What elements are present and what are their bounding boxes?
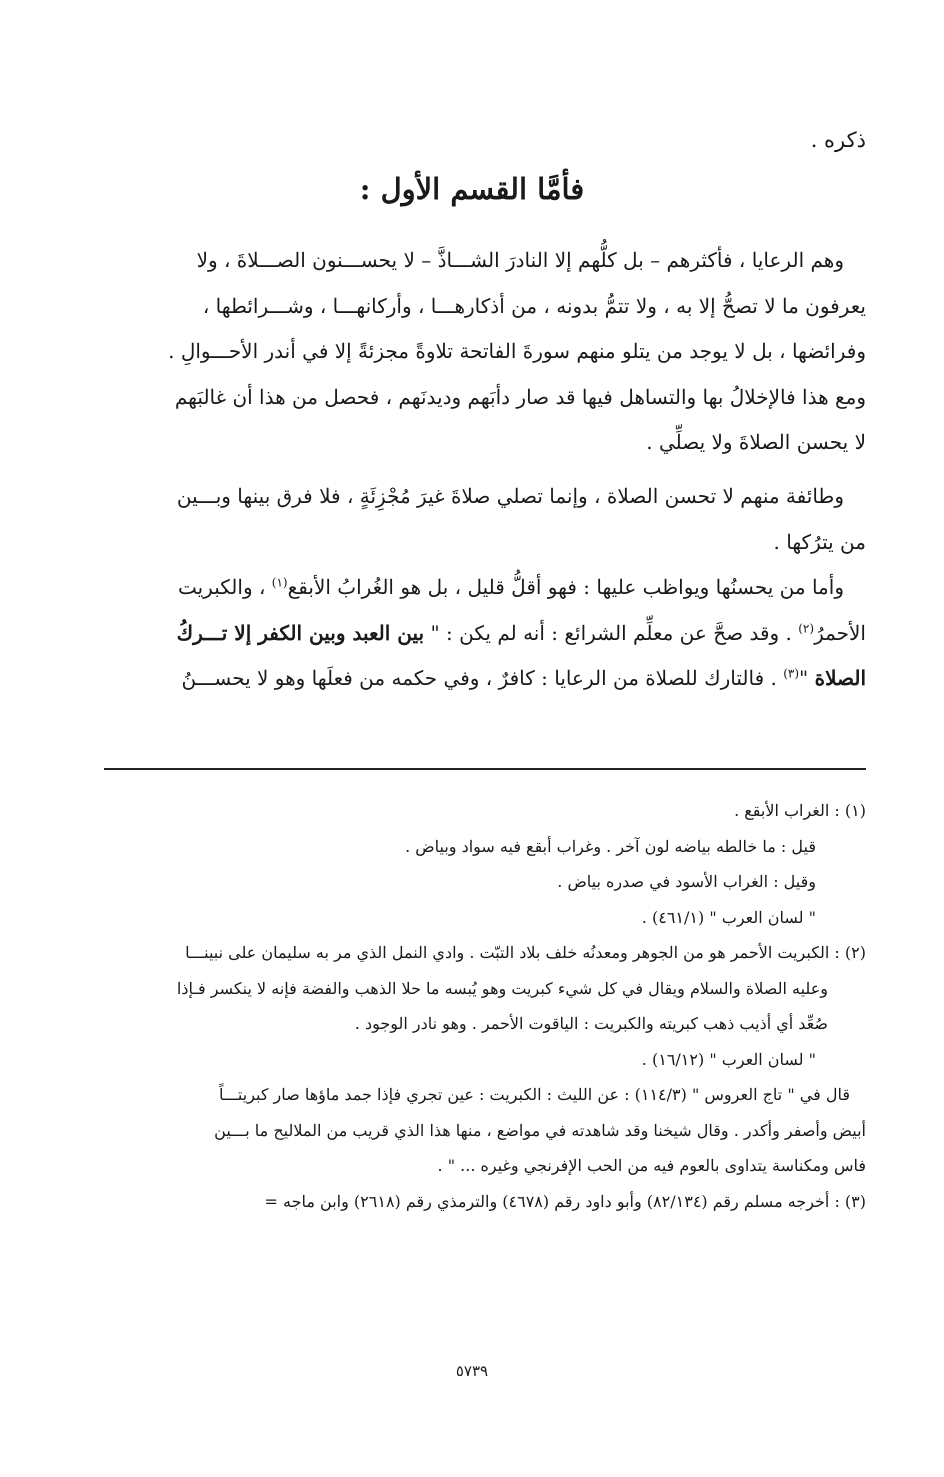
text-segment: الأحمرُ — [814, 620, 866, 645]
text-line: وفرائضها ، بل لا يوجد من يتلو منهم سورةَ الفاتحة تلاوةً مجزئةً إلا في أندر الأحـــوالِ . — [168, 339, 866, 364]
footnote-1-line: قيل : ما خالطه بياضه لون آخر . وغراب أبقع فيه سواد وبياض . — [405, 836, 816, 856]
footnote-2-source: " لسان العرب " (١٦/١٢) . — [641, 1049, 816, 1069]
footnote-1-line: وقيل : الغراب الأسود في صدره بياض . — [557, 872, 816, 891]
footnote-2-line: قال في " تاج العروس " (١١٤/٣) : عن الليث : الكبريت : عين تجري فإذا جمد ماؤها صار كبريتـــاً — [218, 1085, 850, 1104]
footnote-ref-3[interactable]: (٣) — [783, 666, 800, 681]
paragraph-2 — [104, 375, 866, 466]
text-segment: ، والكبريت — [177, 575, 266, 600]
paragraph-4 — [104, 565, 866, 702]
footnote-ref-2[interactable]: (٢) — [798, 621, 815, 636]
text-line: ومع هذا فالإخلالُ بها والتساهل فيها قد صار دأبَهم وديدنَهم ، فحصل من هذا أن غالبَهم — [174, 384, 866, 409]
footnote-3-line: (٣) : أخرجه مسلم رقم (٨٢/١٣٤) وأبو داود رقم (٤٦٧٨) والترمذي رقم (٢٦١٨) وابن ماجه = — [264, 1191, 866, 1211]
text-line: يعرفون ما لا تصحُّ إلا به ، ولا تتمُّ بدونه ، من أذكارهـــا ، وأركانهـــا ، وشـــرائطها ، — [202, 293, 866, 318]
paragraph-3 — [104, 474, 866, 565]
footnotes — [104, 793, 866, 1219]
footnote-2-line: صُعِّد أي أذيب ذهب كبريته والكبريت : الياقوت الأحمر . وهو نادر الوجود . — [354, 1014, 828, 1033]
text-line: وهم الرعايا ، فأكثرهم – بل كلُّهم إلا النادرَ الشـــاذَّ – لا يحســـنون الصـــلاةَ ، ولا — [196, 248, 844, 272]
footnote-1-source: " لسان العرب " (٤٦١/١) . — [641, 907, 816, 927]
footnote-ref-1[interactable]: (١) — [271, 575, 288, 590]
text-line: لا يحسن الصلاةَ ولا يصلِّي . — [646, 430, 866, 455]
text-segment: . وقد صحَّ عن معلِّم الشرائع : أنه لم يكن : " — [430, 620, 792, 645]
hadith-text: الصلاة — [814, 666, 866, 691]
footnote-1-title: (١) : الغراب الأبقع . — [734, 801, 866, 820]
footnote-divider — [104, 768, 866, 770]
page-number: ٥٧٣٩ — [455, 1362, 489, 1380]
text-line: وطائفة منهم لا تحسن الصلاة ، وإنما تصلي صلاةَ غيرَ مُجْزِئَةٍ ، فلا فرق بينها وبـــين — [176, 483, 844, 508]
section-heading: فأمَّا القسم الأول : — [359, 172, 585, 206]
main-text — [104, 238, 866, 702]
text-segment: وأما من يحسنُها ويواظب عليها : فهو أقلُّ قليل ، بل هو الغُرابُ الأبقع — [287, 575, 844, 600]
footnote-2-line: أبيض وأصفر وأكدر . وقال شيخنا وقد شاهدته في مواضع ، منها هذا الذي قريب من الملاليح ما بـــين — [214, 1120, 866, 1140]
paragraph-1 — [104, 238, 866, 375]
text-segment: . فالتارك للصلاة من الرعايا : كافرٌ ، وفي حكمه من فعلَها وهو لا يحســـنُ — [181, 666, 777, 691]
hadith-text: بين العبد وبين الكفر إلا تـــركُ — [176, 620, 425, 645]
quote-mark: " — [799, 666, 809, 691]
previous-page-fragment: ذكره . — [810, 128, 866, 152]
footnote-2-line: (٢) : الكبريت الأحمر هو من الجوهر ومعدنُه خلف بلاد التبّت . وادي النمل الذي مر به سليمان على نبينـــا — [185, 943, 866, 962]
text-line: من يترُكها . — [773, 529, 866, 554]
footnote-2-line: وعليه الصلاة والسلام ويقال في كل شيء كبريت وهو يُبسه ما حلا الذهب والفضة فإنه لا ينكسر فـإذا — [176, 978, 828, 998]
footnote-2-line: فاس ومكناسة يتداوى بالعوم فيه من الحب الإفرنجي وغيره ... " . — [437, 1156, 866, 1175]
